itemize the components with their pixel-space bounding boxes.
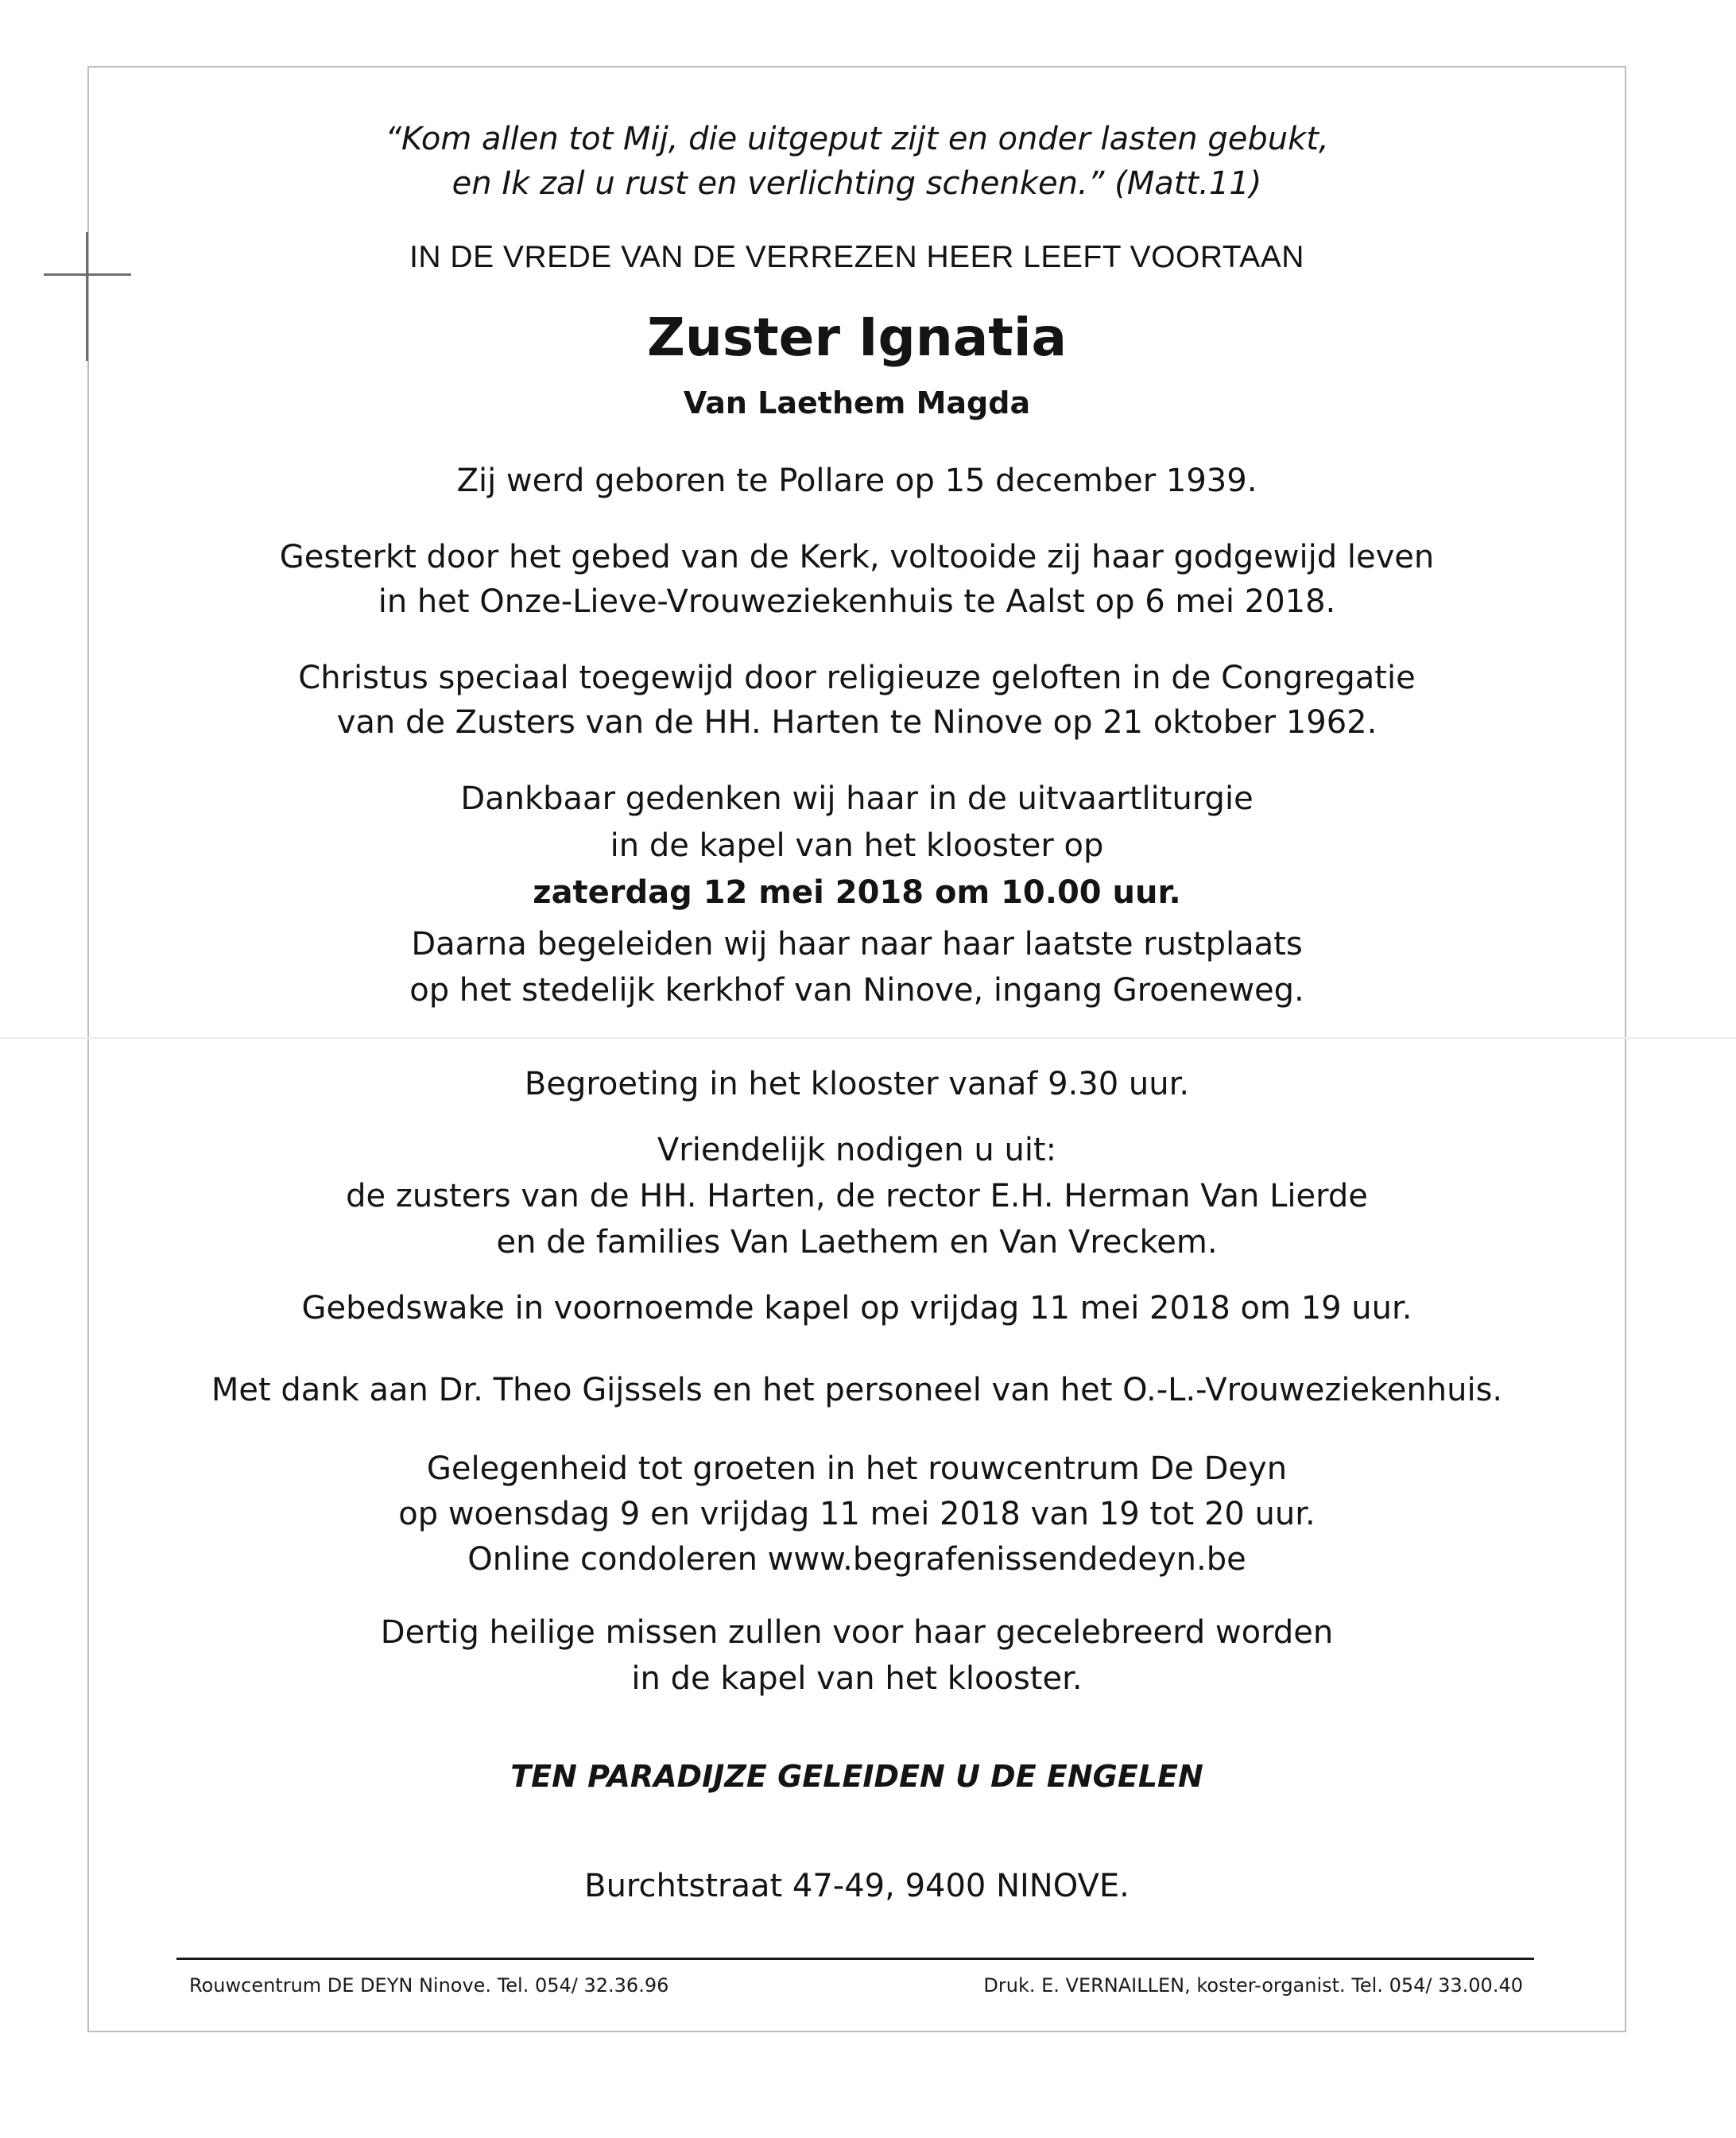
- intro-text: IN DE VREDE VAN DE VERREZEN HEER LEEFT VOORTAAN: [409, 240, 1304, 274]
- funeral-date: zaterdag 12 mei 2018 om 10.00 uur.: [533, 874, 1181, 911]
- funeral-line-1: Dankbaar gedenken wij haar in de uitvaartliturgie: [460, 780, 1254, 817]
- footer-printer: Druk. E. VERNAILLEN, koster-organist. Tel. 054/ 33.00.40: [983, 1974, 1523, 1997]
- vigil-text: Gebedswake in voornoemde kapel op vrijdag 11 mei 2018 om 19 uur.: [301, 1290, 1412, 1327]
- civil-name: Van Laethem Magda: [683, 385, 1031, 420]
- funeral-line-2: in de kapel van het klooster op: [610, 827, 1104, 864]
- masses-line-1: Dertig heilige missen zullen voor haar gecelebreerd worden: [380, 1614, 1334, 1651]
- address-text: Burchtstraat 47-49, 9400 NINOVE.: [584, 1868, 1130, 1904]
- footer-funeral-home: Rouwcentrum DE DEYN Ninove. Tel. 054/ 32.36.96: [189, 1974, 669, 1997]
- burial-line-2: op het stedelijk kerkhof van Ninove, ingang Groeneweg.: [409, 972, 1304, 1009]
- invitation-line-3: en de families Van Laethem en Van Vreckem.: [496, 1224, 1218, 1261]
- thanks-text: Met dank aan Dr. Theo Gijssels en het personeel van het O.-L.-Vrouweziekenhuis.: [211, 1372, 1503, 1408]
- condolences-line-2: op woensdag 9 en vrijdag 11 mei 2018 van 19 tot 20 uur.: [398, 1496, 1316, 1532]
- verse-line-1: “Kom allen tot Mij, die uitgeput zijt en onder lasten gebukt,: [385, 121, 1329, 157]
- deceased-name: Zuster Ignatia: [647, 307, 1067, 368]
- card-content: [87, 0, 1626, 2138]
- invitation-line-1: Vriendelijk nodigen u uit:: [657, 1132, 1057, 1168]
- vows-line-1: Christus speciaal toegewijd door religieuze geloften in de Congregatie: [298, 660, 1416, 696]
- vows-line-2: van de Zusters van de HH. Harten te Ninove op 21 oktober 1962.: [336, 704, 1378, 741]
- death-line-2: in het Onze-Lieve-Vrouweziekenhuis te Aalst op 6 mei 2018.: [378, 583, 1336, 620]
- birth-text: Zij werd geboren te Pollare op 15 december 1939.: [456, 463, 1257, 499]
- footer-divider: [176, 1958, 1534, 1960]
- condolences-line-1: Gelegenheid tot groeten in het rouwcentrum De Deyn: [426, 1451, 1288, 1487]
- closing-text: TEN PARADIJZE GELEIDEN U DE ENGELEN: [510, 1759, 1203, 1794]
- verse-line-2: en Ik zal u rust en verlichting schenken.” (Matt.11): [451, 165, 1262, 202]
- greeting-text: Begroeting in het klooster vanaf 9.30 uur.: [524, 1066, 1190, 1102]
- condolences-line-3: Online condoleren www.begrafenissendedeyn.be: [467, 1541, 1246, 1578]
- invitation-line-2: de zusters van de HH. Harten, de rector E.H. Herman Van Lierde: [346, 1178, 1368, 1214]
- masses-line-2: in de kapel van het klooster.: [631, 1660, 1083, 1697]
- death-line-1: Gesterkt door het gebed van de Kerk, voltooide zij haar godgewijd leven: [279, 539, 1435, 575]
- burial-line-1: Daarna begeleiden wij haar naar haar laatste rustplaats: [411, 926, 1303, 962]
